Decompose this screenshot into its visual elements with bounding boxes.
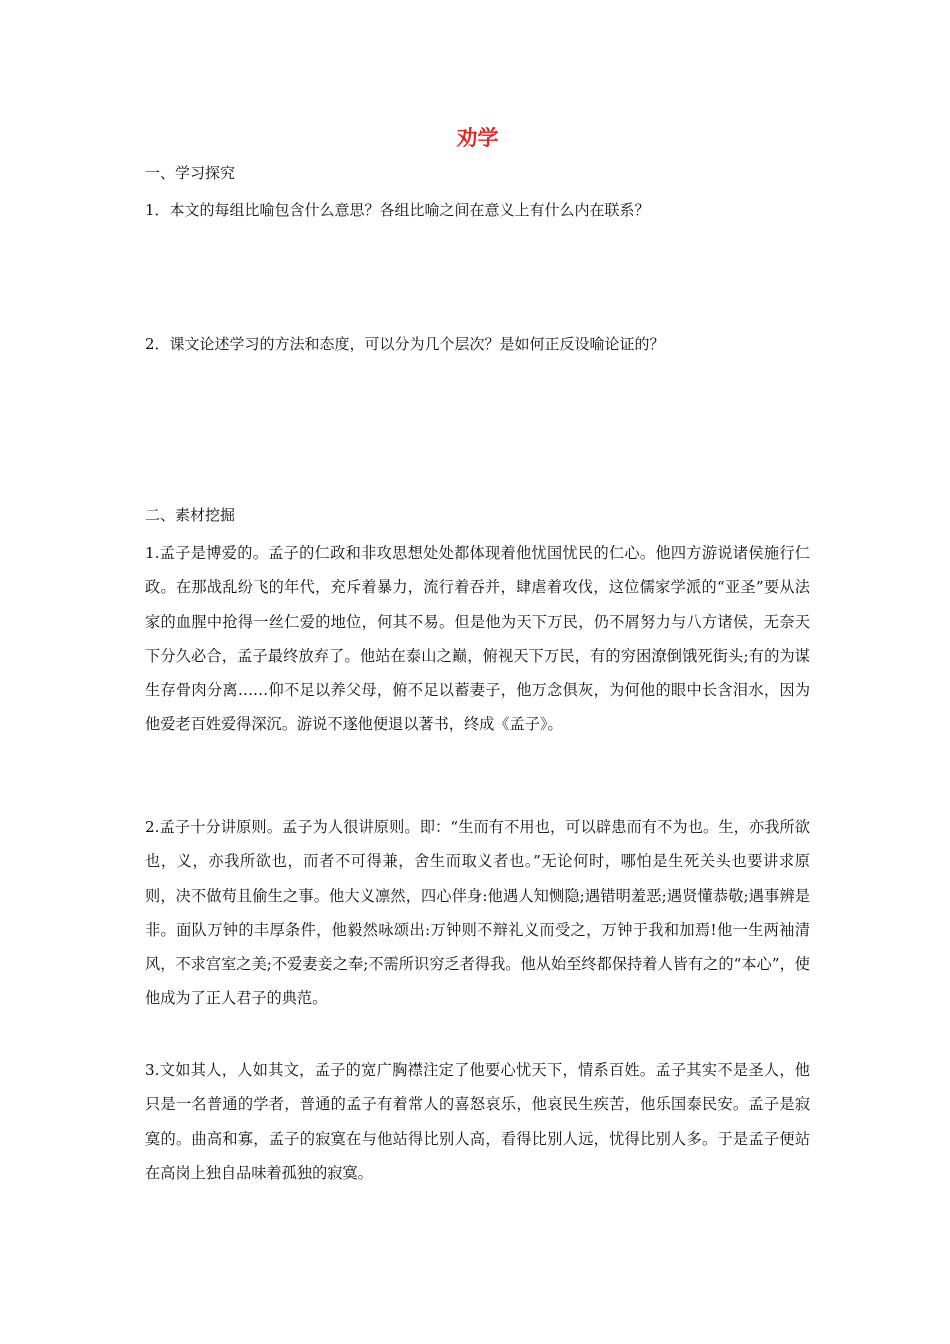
document-title: 劝学 <box>456 126 499 150</box>
question-1: 1．本文的每组比喻包含什么意思？各组比喻之间在意义上有什么内在联系？ <box>145 201 650 219</box>
section1-heading: 一、学习探究 <box>145 164 236 182</box>
paragraph-2: 2.孟子十分讲原则。孟子为人很讲原则。即：“生而有不用也，可以辟患而有不为也。生，亦我所欲也，义，亦我所欲也，而者不可得兼，舍生而取义者也。”无论何时，哪怕是生死关头也要讲求原则，决不做苟且偷生之事。他大义凛然，四心伴身:他遇人知恻隐;遇错明羞恶;遇贤懂恭敬;遇事辨是非。面队万钟的丰厚条件，他毅然咏颂出:万钟则不辩礼义而受之，万钟于我和加焉!他一生两袖清风，不求宫室之美;不爱妻妾之奉;不需所识穷乏者得我。他从始至终都保持着人皆有之的“本心”，使他成为了正人君子的典范。 <box>145 818 810 1008</box>
question-2: 2．课文论述学习的方法和态度，可以分为几个层次？是如何正反设喻论证的？ <box>145 335 665 353</box>
paragraph-1: 1.孟子是博爱的。孟子的仁政和非攻思想处处都体现着他忧国忧民的仁心。他四方游说诸侯施行仁政。在那战乱纷飞的年代，充斥着暴力，流行着吞并，肆虐着攻伐，这位儒家学派的“亚圣”要从法家的血腥中抢得一丝仁爱的地位，何其不易。但是他为天下万民，仍不屑努力与八方诸侯，无奈天下分久必合，孟子最终放弃了。他站在泰山之巅，俯视天下万民，有的穷困潦倒饿死街头;有的为谋生存骨肉分离……仰不足以养父母，俯不足以蓄妻子，他万念俱灰，为何他的眼中长含泪水，因为他爱老百姓爱得深沉。游说不遂他便退以著书，终成《孟子》。 <box>145 544 810 734</box>
paragraph-3: 3.文如其人，人如其文，孟子的宽广胸襟注定了他要心忧天下，情系百姓。孟子其实不是圣人，他只是一名普通的学者，普通的孟子有着常人的喜怒哀乐，他哀民生疾苦，他乐国泰民安。孟子是寂寞的。曲高和寡，孟子的寂寞在与他站得比别人高，看得比别人远，忧得比别人多。于是孟子便站在高岗上独自品味着孤独的寂寞。 <box>145 1061 810 1182</box>
section2-heading: 二、素材挖掘 <box>145 506 236 524</box>
